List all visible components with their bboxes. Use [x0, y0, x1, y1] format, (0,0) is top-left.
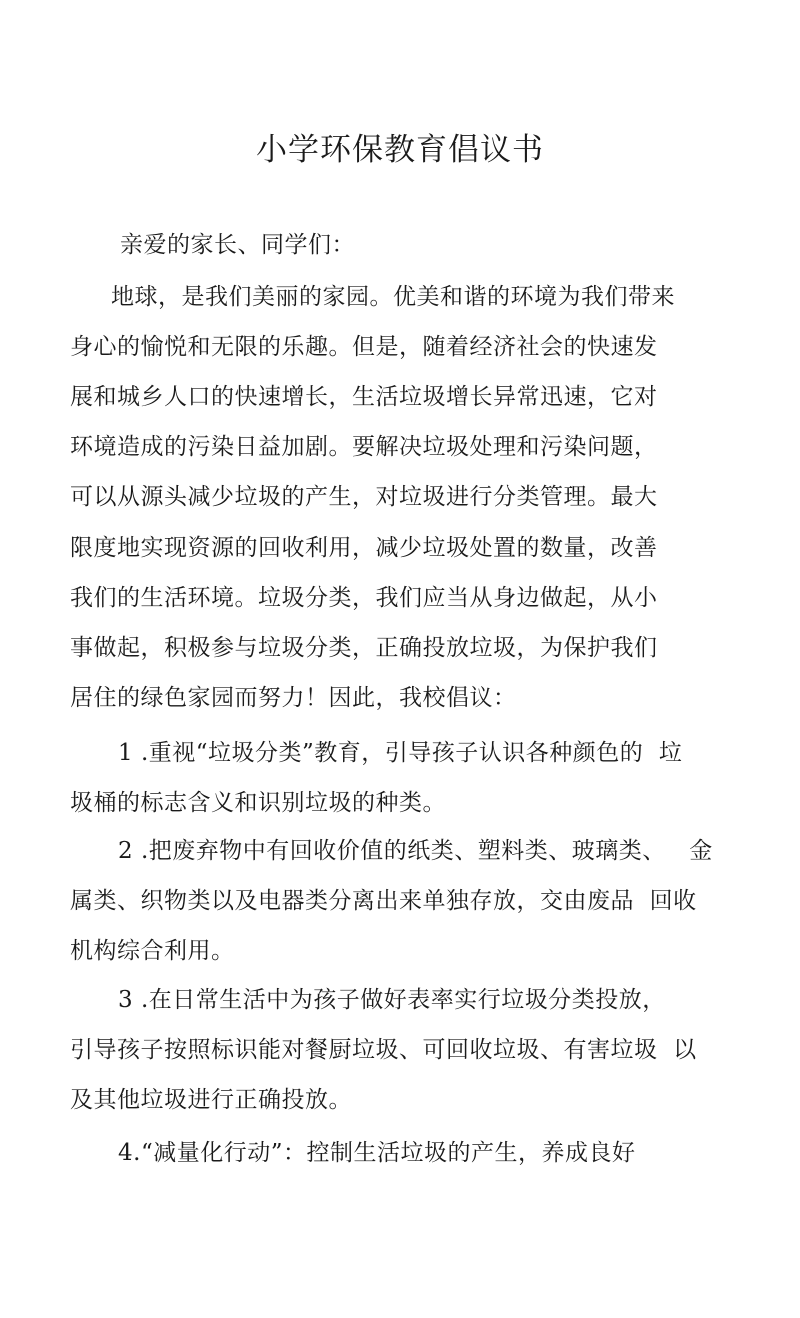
paragraph-line: 环境造成的污染日益加剧。要解决垃圾处理和污染问题，: [70, 434, 658, 460]
item-line: 机构综合利用。: [70, 938, 235, 964]
item-line: 1 .重视“垃圾分类”教育，引导孩子认识各种颜色的 垃: [118, 740, 683, 766]
paragraph-line: 我们的生活环境。垃圾分类，我们应当从身边做起，从小: [70, 585, 658, 611]
item-line: 属类、织物类以及电器类分离出来单独存放，交由废品 回收: [70, 888, 697, 914]
item-line: 引导孩子按照标识能对餐厨垃圾、可回收垃圾、有害垃圾 以: [70, 1037, 697, 1063]
paragraph-line: 限度地实现资源的回收利用，减少垃圾处置的数量，改善: [70, 535, 658, 561]
paragraph-line: 地球，是我们美丽的家园。优美和谐的环境为我们带来: [111, 284, 675, 310]
paragraph-line: 身心的愉悦和无限的乐趣。但是，随着经济社会的快速发: [70, 334, 658, 360]
salutation: 亲爱的家长、同学们：: [120, 232, 355, 258]
item-line: 3 .在日常生活中为孩子做好表率实行垃圾分类投放，: [118, 987, 666, 1013]
paragraph-line: 可以从源头减少垃圾的产生，对垃圾进行分类管理。最大: [70, 484, 658, 510]
paragraph-line: 展和城乡人口的快速增长，生活垃圾增长异常迅速，它对: [70, 384, 658, 410]
paragraph-line: 居住的绿色家园而努力！因此，我校倡议：: [70, 685, 517, 711]
paragraph-line: 事做起，积极参与垃圾分类，正确投放垃圾，为保护我们: [70, 635, 658, 661]
item-line: 2 .把废弃物中有回收价值的纸类、塑料类、玻璃类、 金: [118, 838, 713, 864]
item-line: 圾桶的标志含义和识别垃圾的种类。: [70, 790, 446, 816]
document-title: 小学环保教育倡议书: [256, 132, 544, 168]
item-line: 及其他垃圾进行正确投放。: [70, 1087, 352, 1113]
item-line: 4.“减量化行动”：控制生活垃圾的产生，养成良好: [118, 1140, 636, 1166]
